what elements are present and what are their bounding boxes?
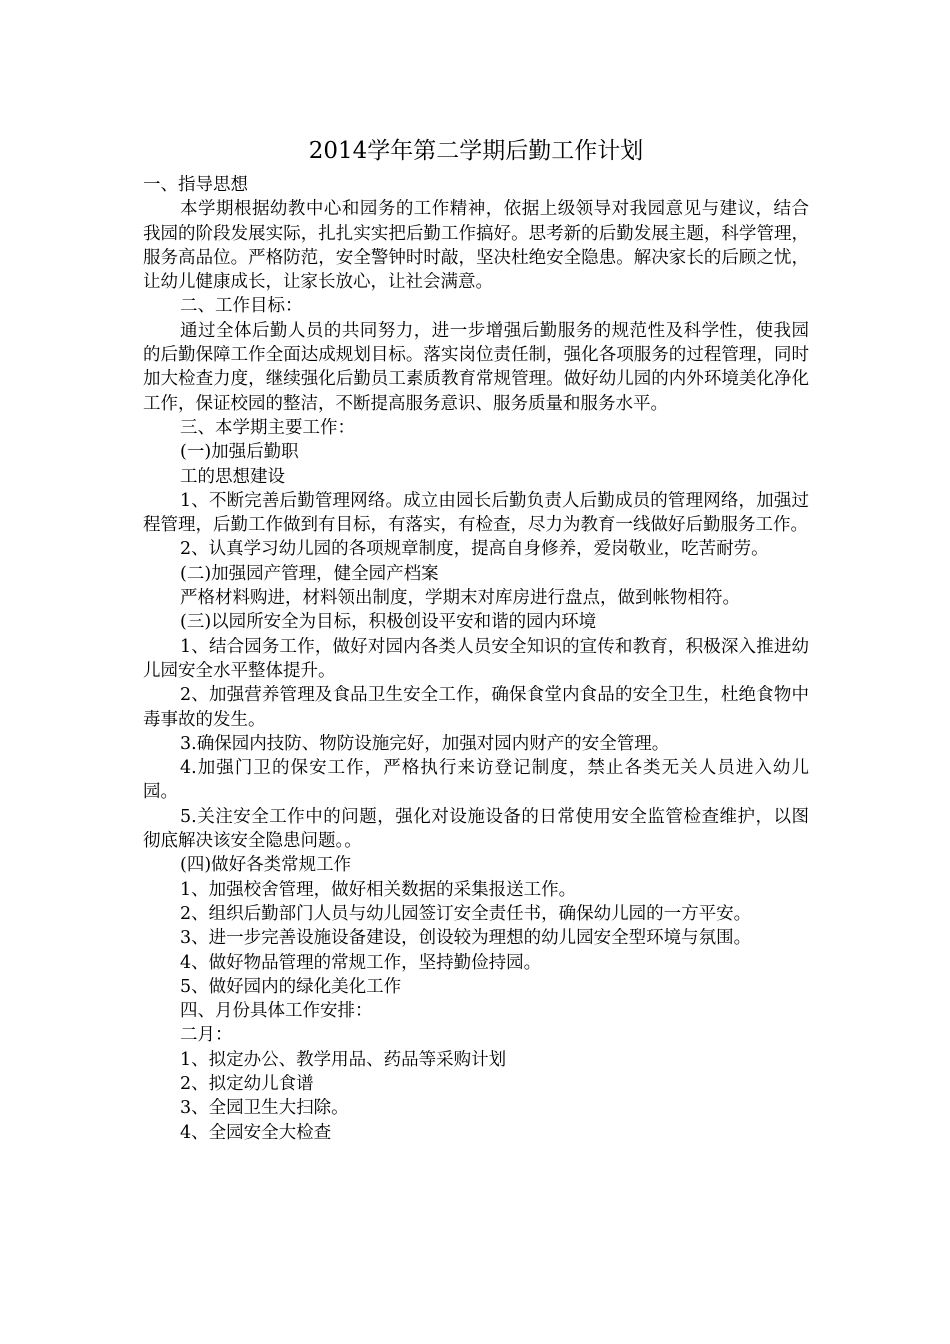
paragraph: 二、工作目标： <box>180 296 303 317</box>
paragraph: (三)以园所安全为目标，积极创设平安和谐的园内环境 <box>180 612 597 633</box>
paragraph: 5、做好园内的绿化美化工作 <box>180 976 402 997</box>
paragraph: 3、进一步完善设施设备建设，创设较为理想的幼儿园安全型环境与氛围。 <box>180 928 752 949</box>
paragraph: 3、全园卫生大扫除。 <box>180 1098 349 1119</box>
document-body <box>143 173 809 1145</box>
paragraph: 二月： <box>180 1025 233 1046</box>
paragraph: (二)加强园产管理，健全园产档案 <box>180 563 439 584</box>
paragraph: 严格材料购进，材料领出制度，学期末对库房进行盘点，做到帐物相符。 <box>180 588 740 609</box>
document-title: 2014学年第二学期后勤工作计划 <box>308 138 644 164</box>
paragraph: (一)加强后勤职 <box>180 442 299 463</box>
paragraph: 1、加强校舍管理，做好相关数据的采集报送工作。 <box>180 879 577 900</box>
paragraph: 2、认真学习幼儿园的各项规章制度，提高自身修养，爱岗敬业，吃苦耐劳。 <box>180 539 769 560</box>
paragraph: 本学期根据幼教中心和园务的工作精神，依据上级领导对我园意见与建议，结合我园的阶段发展实际，扎扎实实把后勤工作搞好。思考新的后勤发展主题，科学管理，服务高品位。严格防范，安全警钟时时敲，坚决杜绝安全隐患。解决家长的后顾之忧，让幼儿健康成长，让家长放心，让社会满意。 <box>143 199 809 293</box>
paragraph: 1、结合园务工作，做好对园内各类人员安全知识的宣传和教育，积极深入推进幼儿园安全水平整体提升。 <box>143 636 809 681</box>
paragraph: 三、本学期主要工作： <box>180 417 355 438</box>
paragraph: 四、月份具体工作安排： <box>180 1001 373 1022</box>
paragraph: 一、指导思想 <box>143 175 248 195</box>
paragraph: 工的思想建设 <box>180 466 285 487</box>
paragraph: 3.确保园内技防、物防设施完好，加强对园内财产的安全管理。 <box>180 733 670 754</box>
paragraph: 1、拟定办公、教学用品、药品等采购计划 <box>180 1049 507 1070</box>
paragraph: 2、拟定幼儿食谱 <box>180 1073 314 1094</box>
paragraph: 4.加强门卫的保安工作，严格执行来访登记制度，禁止各类无关人员进入幼儿园。 <box>143 758 809 803</box>
paragraph: 通过全体后勤人员的共同努力，进一步增强后勤服务的规范性及科学性，使我园的后勤保障工作全面达成规划目标。落实岗位责任制，强化各项服务的过程管理，同时加大检查力度，继续强化后勤员工素质教育常规管理。做好幼儿园的内外环境美化净化工作，保证校园的整洁，不断提高服务意识、服务质量和服务水平。 <box>143 320 809 414</box>
paragraph: 1、不断完善后勤管理网络。成立由园长后勤负责人后勤成员的管理网络，加强过程管理，后勤工作做到有目标，有落实，有检查，尽力为教育一线做好后勤服务工作。 <box>143 490 809 536</box>
paragraph: 4、全园安全大检查 <box>180 1122 332 1143</box>
paragraph: 4、做好物品管理的常规工作，坚持勤俭持园。 <box>180 952 542 973</box>
paragraph: 2、加强营养管理及食品卫生安全工作，确保食堂内食品的安全卫生，杜绝食物中毒事故的发生。 <box>143 685 809 730</box>
paragraph: 2、组织后勤部门人员与幼儿园签订安全责任书，确保幼儿园的一方平安。 <box>180 903 752 924</box>
paragraph: (四)做好各类常规工作 <box>180 855 352 876</box>
paragraph: 5.关注安全工作中的问题，强化对设施设备的日常使用安全监管检查维护，以图彻底解决该安全隐患问题。。 <box>143 806 809 852</box>
